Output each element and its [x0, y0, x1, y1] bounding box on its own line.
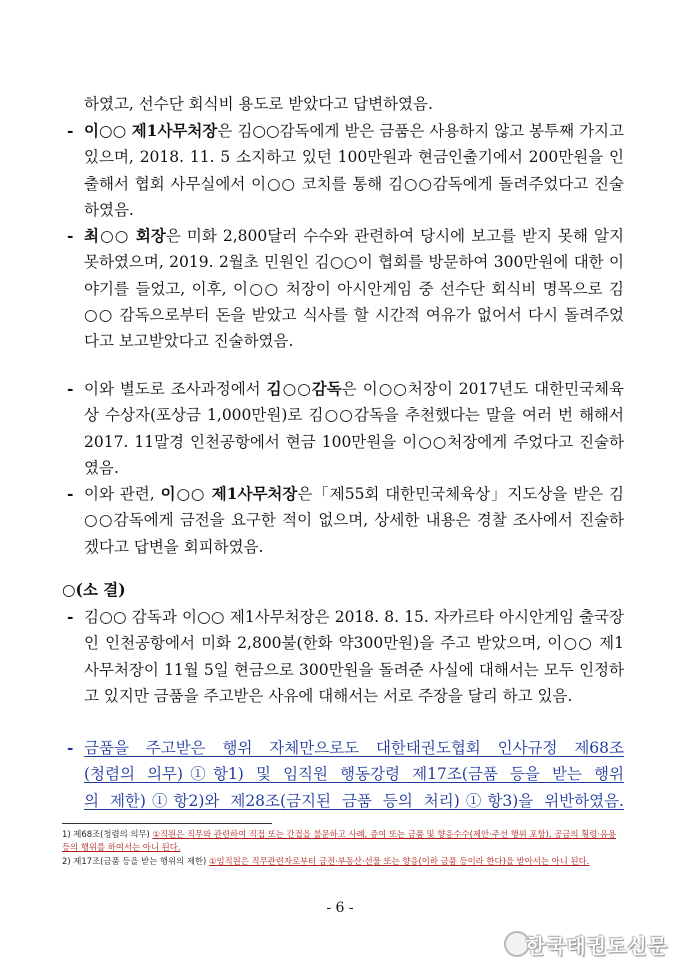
- footnote-1: [62, 828, 622, 853]
- paragraph-text: 이와 별도로 조사과정에서: [84, 380, 267, 398]
- violation-line: (청렴의 의무)①항1) 및 임직원 행동강령 제17조(금품 등을 받는 행위: [84, 765, 624, 784]
- violation-line: 의 제한)①항2)와 제28조(금지된 금품 등의 처리)①항3)을 위반하였음.: [84, 791, 624, 810]
- paragraph-text: 이와 관련,: [84, 485, 161, 503]
- bold-name: 이○○ 제1사무처장: [84, 121, 218, 140]
- section-marker: ○: [62, 581, 76, 599]
- paragraph-secretary-response: [67, 481, 624, 560]
- bullet-dash: -: [67, 121, 74, 140]
- section-title: (소 결): [75, 580, 126, 599]
- bullet-dash: -: [67, 379, 74, 398]
- bullet-dash: -: [67, 484, 74, 503]
- paragraph-text: 은「제55회 대한민국체육상」지도상을 받은 김○○감독에게 금전을 요구한 적이 없으며, 상세한 내용은 경찰 조사에서 진술하겠다고 답변을 회피하였음.: [84, 485, 624, 556]
- paragraph-text: 은 이○○처장이 2017년도 대한민국체육상 수상자(포상금 1,000만원)로 김○○감독을 추천했다는 말을 여러 번 해해서 2017. 11말경 인천공항에서 현금 100만원을 이○○처장에게 주었다고 진술하였음.: [84, 380, 624, 477]
- section-heading: [62, 577, 126, 603]
- footnote-divider: [62, 823, 272, 824]
- paragraph-text: 김○○ 감독과 이○○ 제1사무처장은 2018. 8. 15. 자카르타 아시안게임 출국장인 인천공항에서 미화 2,800불(한화 약300만원)을 주고 받았으며, 이○○ 제1사무처장이 11월 5일 현금으로 300만원을 돌려준 사실에 대해서는 모두 인정하고 있지만 금품을 주고받은 사유에 대해서는 서로 주장을 달리 하고 있음.: [84, 608, 624, 705]
- paragraph-coach-statement: [67, 376, 624, 481]
- paragraph-text: 은 김○○감독에게 받은 금품은 사용하지 않고 봉투째 가지고 있으며, 2018. 11. 5 소지하고 있던 100만원과 현금인출기에서 200만원을 인출해서 협회 사무실에서 이○○ 코치를 통해 김○○감독에게 돌려주었다고 진술하였음.: [84, 122, 624, 219]
- footnote-label: 제68조(청렴의 의무): [73, 829, 150, 839]
- violation-line: 금품을 주고받은 행위 자체만으로도 대한태권도협회 인사규정 제68조: [84, 739, 624, 757]
- bold-name: 이○○ 제1사무처장: [160, 484, 298, 503]
- bold-name: 최○○ 회장: [84, 226, 166, 245]
- footnote-text: ①임직원은 직무관련자로부터 금전·부동산·선물 또는 향응(이하 금품 등이라 한다)을 받아서는 아니 된다.: [208, 856, 590, 866]
- paragraph-text: 하였고, 선수단 회식비 용도로 받았다고 답변하였음.: [84, 95, 433, 113]
- paragraph-continuation: [84, 91, 624, 117]
- bold-name: 김○○감독: [266, 379, 342, 398]
- footnote-number: 2): [62, 856, 71, 866]
- paragraph-violation: [67, 735, 624, 814]
- page-number: - 6 -: [326, 900, 354, 916]
- paragraph-conclusion: [67, 604, 624, 709]
- paragraph-secretary-statement: [67, 118, 624, 223]
- footnote-text: ①직원은 직무와 관련하여 직접 또는 간접을 불문하고 사례, 증여 또는 금품 및 향응수수(제안·주선 행위 포함), 공금의 횡령·유용 등의 행위를 하여서는 아니 된다.: [62, 829, 617, 852]
- bullet-dash: -: [67, 607, 74, 626]
- paragraph-text: 은 미화 2,800달러 수수와 관련하여 당시에 보고를 받지 못해 알지 못하였으며, 2019. 2월초 민원인 김○○이 협회를 방문하여 300만원에 대한 이야기를 들었고, 이후, 이○○ 처장이 아시안게임 중 선수단 회식비 명목으로 김○○ 감독으로부터 돈을 받았고 식사를 할 시간적 여유가 없어서 다시 돌려주었다고 보고받았다고 진술하였음.: [84, 227, 624, 351]
- bullet-dash: -: [67, 738, 74, 757]
- watermark: 한국태권도신문: [525, 934, 668, 958]
- footnote-number: 1): [62, 829, 71, 839]
- paragraph-president-statement: [67, 223, 624, 354]
- bullet-dash: -: [67, 226, 74, 245]
- footnote-label: 제17조(금품 등을 받는 행위의 제한): [73, 856, 207, 866]
- footnote-2: [62, 855, 622, 868]
